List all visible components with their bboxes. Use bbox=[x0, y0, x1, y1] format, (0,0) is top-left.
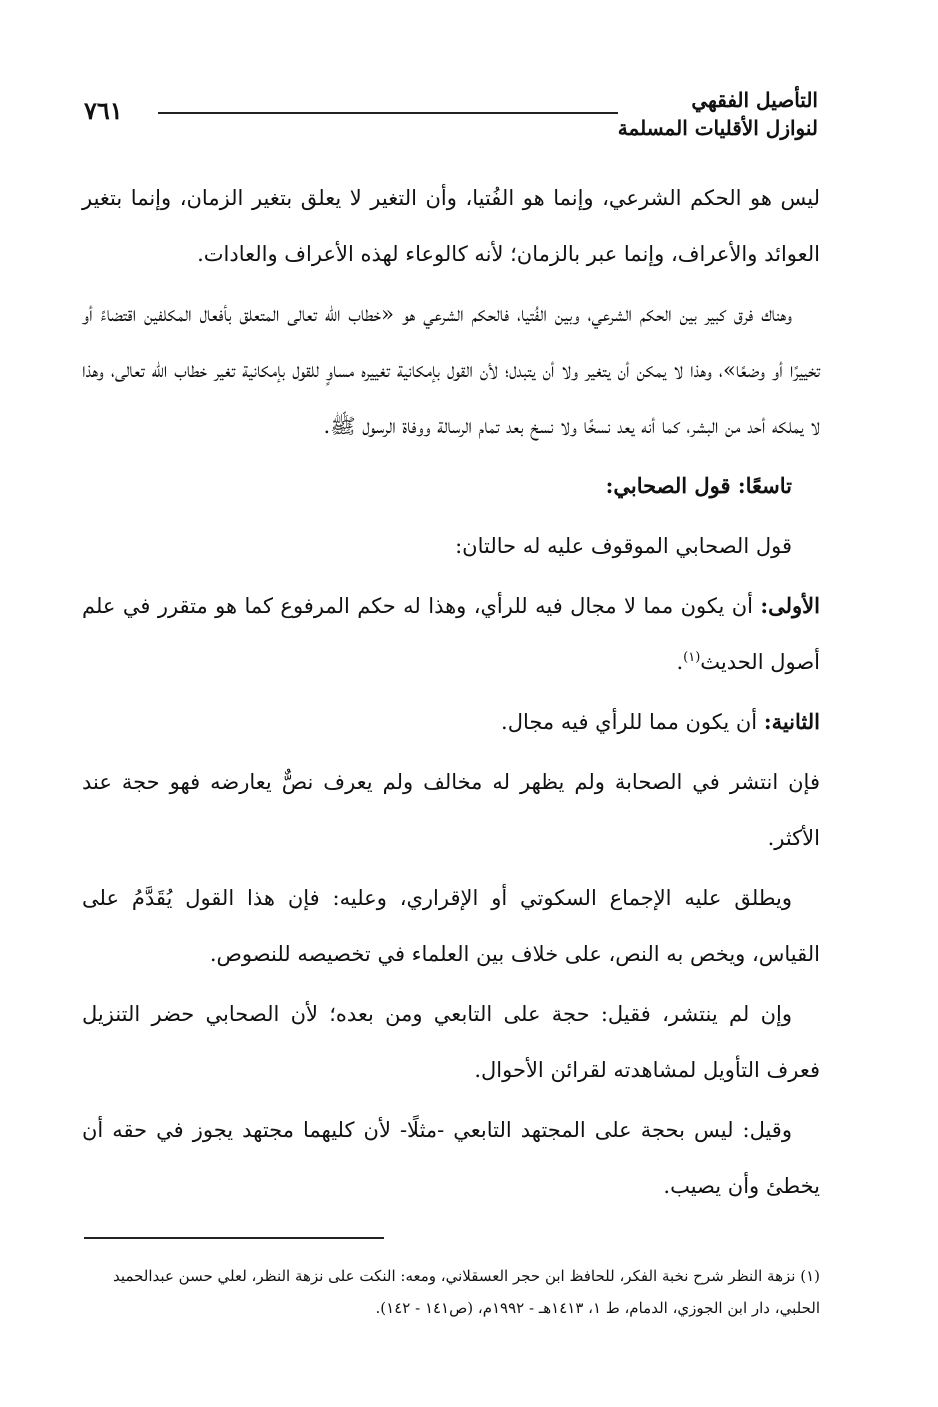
paragraph-second-case bbox=[82, 694, 820, 750]
paragraph-spread: فإن انتشر في الصحابة ولم يظهر له مخالف ولم يعرف نصٌّ يعارضه فهو حجة عند الأكثر. bbox=[82, 770, 820, 850]
running-header-line-2: لنوازل الأقليات المسلمة bbox=[617, 116, 818, 140]
second-case-label: الثانية: bbox=[763, 709, 820, 734]
first-case-end: . bbox=[676, 650, 684, 674]
paragraph-1: ليس هو الحكم الشرعي، وإنما هو الفُتيا، وأن التغير لا يعلق بتغير الزمان، وإنما بتغير العوائد والأعراف، وإنما عبر بالزمان؛ لأنه كالوعاء لهذه الأعراف والعادات. bbox=[82, 186, 820, 266]
paragraph-not-proof: وقيل: ليس بحجة على المجتهد التابعي -مثلًا- لأن كليهما مجتهد يجوز في حقه أن يخطئ وأن يصيب. bbox=[82, 1118, 820, 1198]
section-heading: تاسعًا: قول الصحابي: bbox=[605, 473, 792, 498]
main-text bbox=[82, 170, 820, 1218]
paragraph-2: وهناك فرق كبير بين الحكم الشرعي، وبين الفُتيا، فالحكم الشرعي هو «خطاب الله تعالى المتعلق بأفعال المكلفين اقتضاءً أو تخييرًا أو وضعًا»، وهذا لا يمكن أن يتغير ولا أن يتبدل؛ لأن القول بإمكانية تغييره مساوٍ للقول بإمكانية تغير خطاب الله تعالى، وهذا لا يملكه أحد من البشر، كما أنه يعد نسخًا ولا نسخ بعد تمام الرسالة ووفاة الرسول ﷺ. bbox=[82, 302, 820, 438]
footnotes bbox=[82, 1260, 820, 1324]
first-case-label: الأولى: bbox=[760, 593, 820, 618]
footnote-ref-1[interactable]: (١) bbox=[683, 650, 701, 665]
footnote-1: (١) نزهة النظر شرح نخبة الفكر، للحافظ ابن حجر العسقلاني، ومعه: النكت على نزهة النظر، لعلي حسن عبدالحميد الحلبي، دار ابن الجوزي، الدمام، ط ١، ١٤١٣هـ - ١٩٩٢م، (ص١٤١ - ١٤٢). bbox=[113, 1267, 820, 1317]
second-case-text: أن يكون مما للرأي فيه مجال. bbox=[501, 710, 764, 734]
footnote-rule bbox=[84, 1237, 384, 1239]
paragraph-consensus: ويطلق عليه الإجماع السكوتي أو الإقراري، وعليه: فإن هذا القول يُقَدَّمُ على القياس، ويخص به النص، على خلاف بين العلماء في تخصيصه للنصوص. bbox=[82, 886, 820, 966]
header-rule bbox=[158, 112, 618, 114]
running-header-line-1: التأصيل الفقهي bbox=[691, 88, 818, 112]
paragraph-first-case bbox=[82, 578, 820, 690]
running-header-title bbox=[578, 86, 818, 142]
paragraph-not-spread: وإن لم ينتشر، فقيل: حجة على التابعي ومن بعده؛ لأن الصحابي حضر التنزيل فعرف التأويل لمشاهدته لقرائن الأحوال. bbox=[82, 1002, 820, 1082]
page-number: ٧٦١ bbox=[84, 96, 123, 125]
paragraph-intro-cases: قول الصحابي الموقوف عليه له حالتان: bbox=[455, 534, 792, 558]
first-case-text: أن يكون مما لا مجال فيه للرأي، وهذا له حكم المرفوع كما هو متقرر في علم أصول الحديث bbox=[82, 594, 820, 674]
